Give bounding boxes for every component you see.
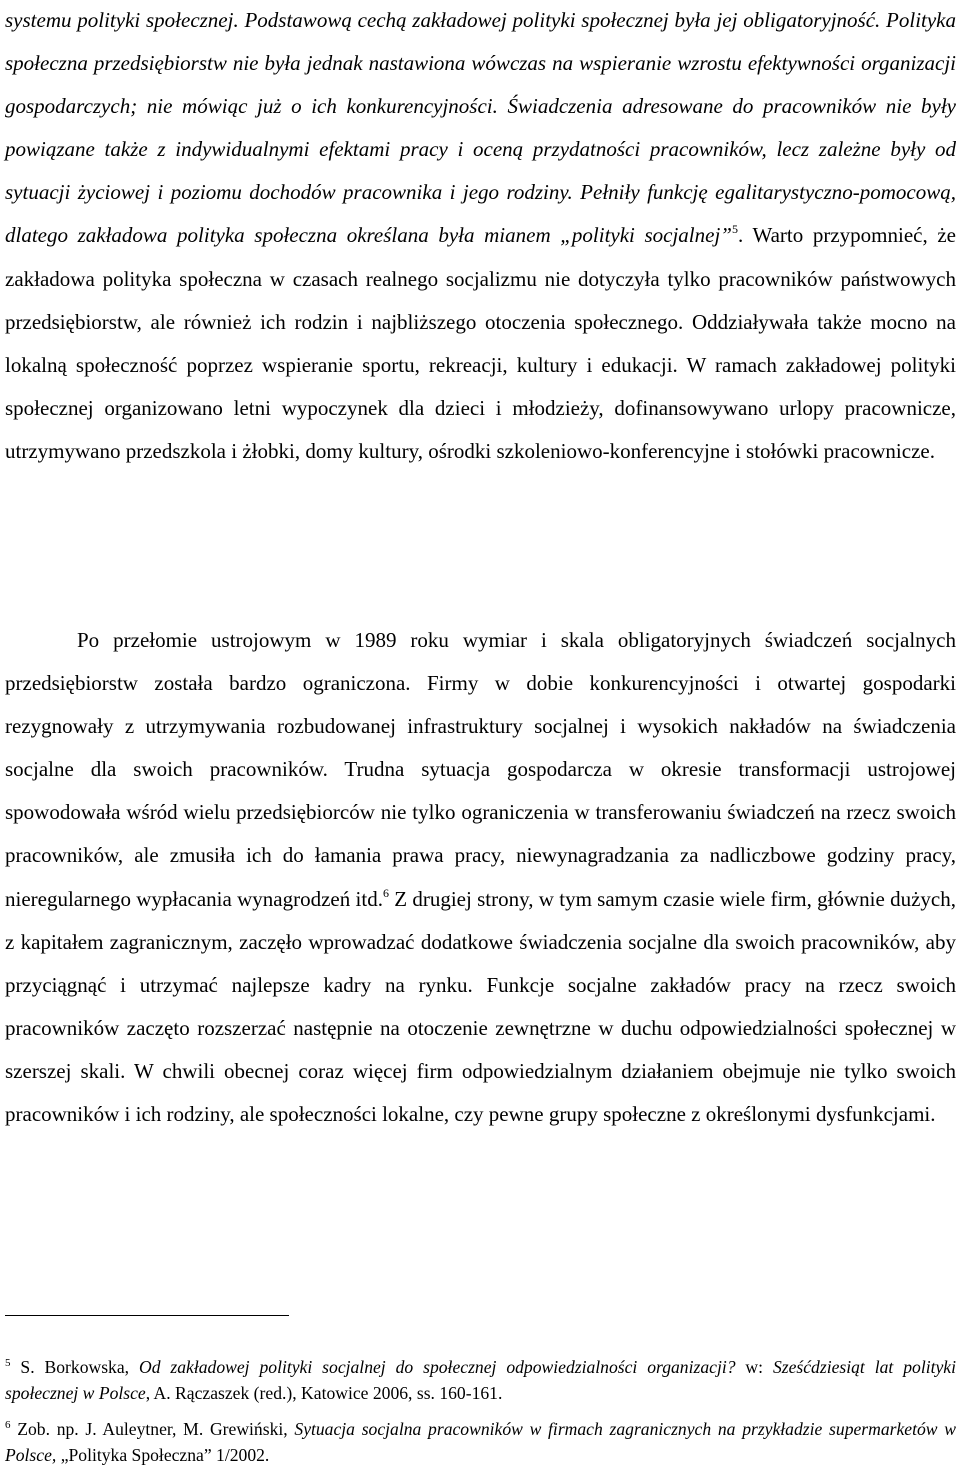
footnote-5-number: 5 — [5, 1357, 11, 1369]
footnote-5-rest: , A. Rączaszek (red.), Katowice 2006, ss. 160-161. — [145, 1383, 503, 1403]
paragraph-1-normal-text: . Warto przypomnieć, że zakładowa polityka społeczna w czasach realnego socjalizmu nie dotyczyła tylko pracowników państwowych przedsiębiorstw, ale również ich rodzin i najbliższego otoczenia społecznego. Oddziaływała także mocno na lokalną społeczność poprzez wspieranie sportu, rekreacji, kultury i edukacji. W ramach zakładowej polityki społecznej organizowano letni wypoczynek dla dzieci i młodzieży, dofinansowywano urlopy pracownicze, utrzymywano przedszkola i żłobki, domy kultury, ośrodki szkoleniowo-konferencyjne i stołówki pracownicze. — [5, 223, 956, 463]
footnote-reference-5[interactable]: 5 — [731, 222, 738, 237]
body-paragraph-1 — [5, 0, 956, 473]
paragraph-2-text-after-ref: Z drugiej strony, w tym samym czasie wiele firm, głównie dużych, z kapitałem zagranicznym, zaczęło wprowadzać dodatkowe świadczenia socjalne dla swoich pracowników, aby przyciągnąć i utrzymać najlepsze kadry na rynku. Funkcje socjalne zakładów pracy na rzecz swoich pracowników zaczęto rozszerzać następnie na otoczenie zewnętrzne w duchu odpowiedzialności społecznej w szerszej skali. W chwili obecnej coraz więcej firm odpowiedzialnym działaniem obejmuje nie tylko swoich pracowników i ich rodziny, ale społeczności lokalne, czy pewne grupy społeczne z określonymi dysfunkcjami. — [5, 886, 956, 1127]
footnote-separator — [5, 1315, 289, 1316]
paragraph-1-italic-text: systemu polityki społecznej. Podstawową cechą zakładowej polityki społecznej była jej obligatoryjność. Polityka społeczna przedsiębiorstw nie była jednak nastawiona wówczas na wspieranie wzrostu efektywności organizacji gospodarczych; nie mówiąc już o ich konkurencyjności. Świadczenia adresowane do pracowników nie były powiązane także z indywidualnymi efektami pracy i oceną przydatności pracowników, lecz zależne były od sytuacji życiowej i poziomu dochodów pracownika i jego rodziny. Pełniły funkcję egalitarystyczno-pomocową, dlatego zakładowa polityka społeczna określana była mianem „polityki socjalnej” — [5, 8, 956, 248]
footnote-6-title: Sytuacja socjalna pracowników w firmach zagranicznych na przykładzie supermarketów w Polsce, — [5, 1419, 956, 1465]
body-paragraph-2 — [5, 619, 956, 1136]
footnote-5-title: Od zakładowej polityki socjalnej do społecznej odpowiedzialności organizacji? — [138, 1357, 736, 1377]
footnote-6-prefix: Zob. np. J. Auleytner, M. Grewiński, — [10, 1419, 295, 1439]
footnote-5-book: Sześćdziesiąt lat polityki społecznej w Polsce — [5, 1357, 956, 1403]
footnote-reference-6[interactable]: 6 — [382, 885, 389, 900]
footnote-5-in: w: — [735, 1357, 773, 1377]
footnote-5-author: S. Borkowska, — [10, 1357, 139, 1377]
footnote-6-number: 6 — [5, 1419, 11, 1431]
footnote-6 — [5, 1416, 956, 1468]
footnote-5 — [5, 1354, 956, 1406]
paragraph-2-text-before-ref: Po przełomie ustrojowym w 1989 roku wymiar i skala obligatoryjnych świadczeń socjalnych przedsiębiorstw została bardzo ograniczona. Firmy w dobie konkurencyjności i otwartej gospodarki rezygnowały z utrzymywania rozbudowanej infrastruktury socjalnej i wysokich nakładów na świadczenia socjalne dla swoich pracowników. Trudna sytuacja gospodarcza w okresie transformacji ustrojowej spowodowała wśród wielu przedsiębiorców nie tylko ograniczenia w transferowaniu świadczeń na rzecz swoich pracowników, ale zmusiła ich do łamania prawa pracy, niewynagradzania za nadliczbowe godziny pracy, nieregularnego wypłacania wynagrodzeń itd. — [5, 628, 956, 911]
footnote-6-rest: „Polityka Społeczna” 1/2002. — [56, 1445, 270, 1465]
